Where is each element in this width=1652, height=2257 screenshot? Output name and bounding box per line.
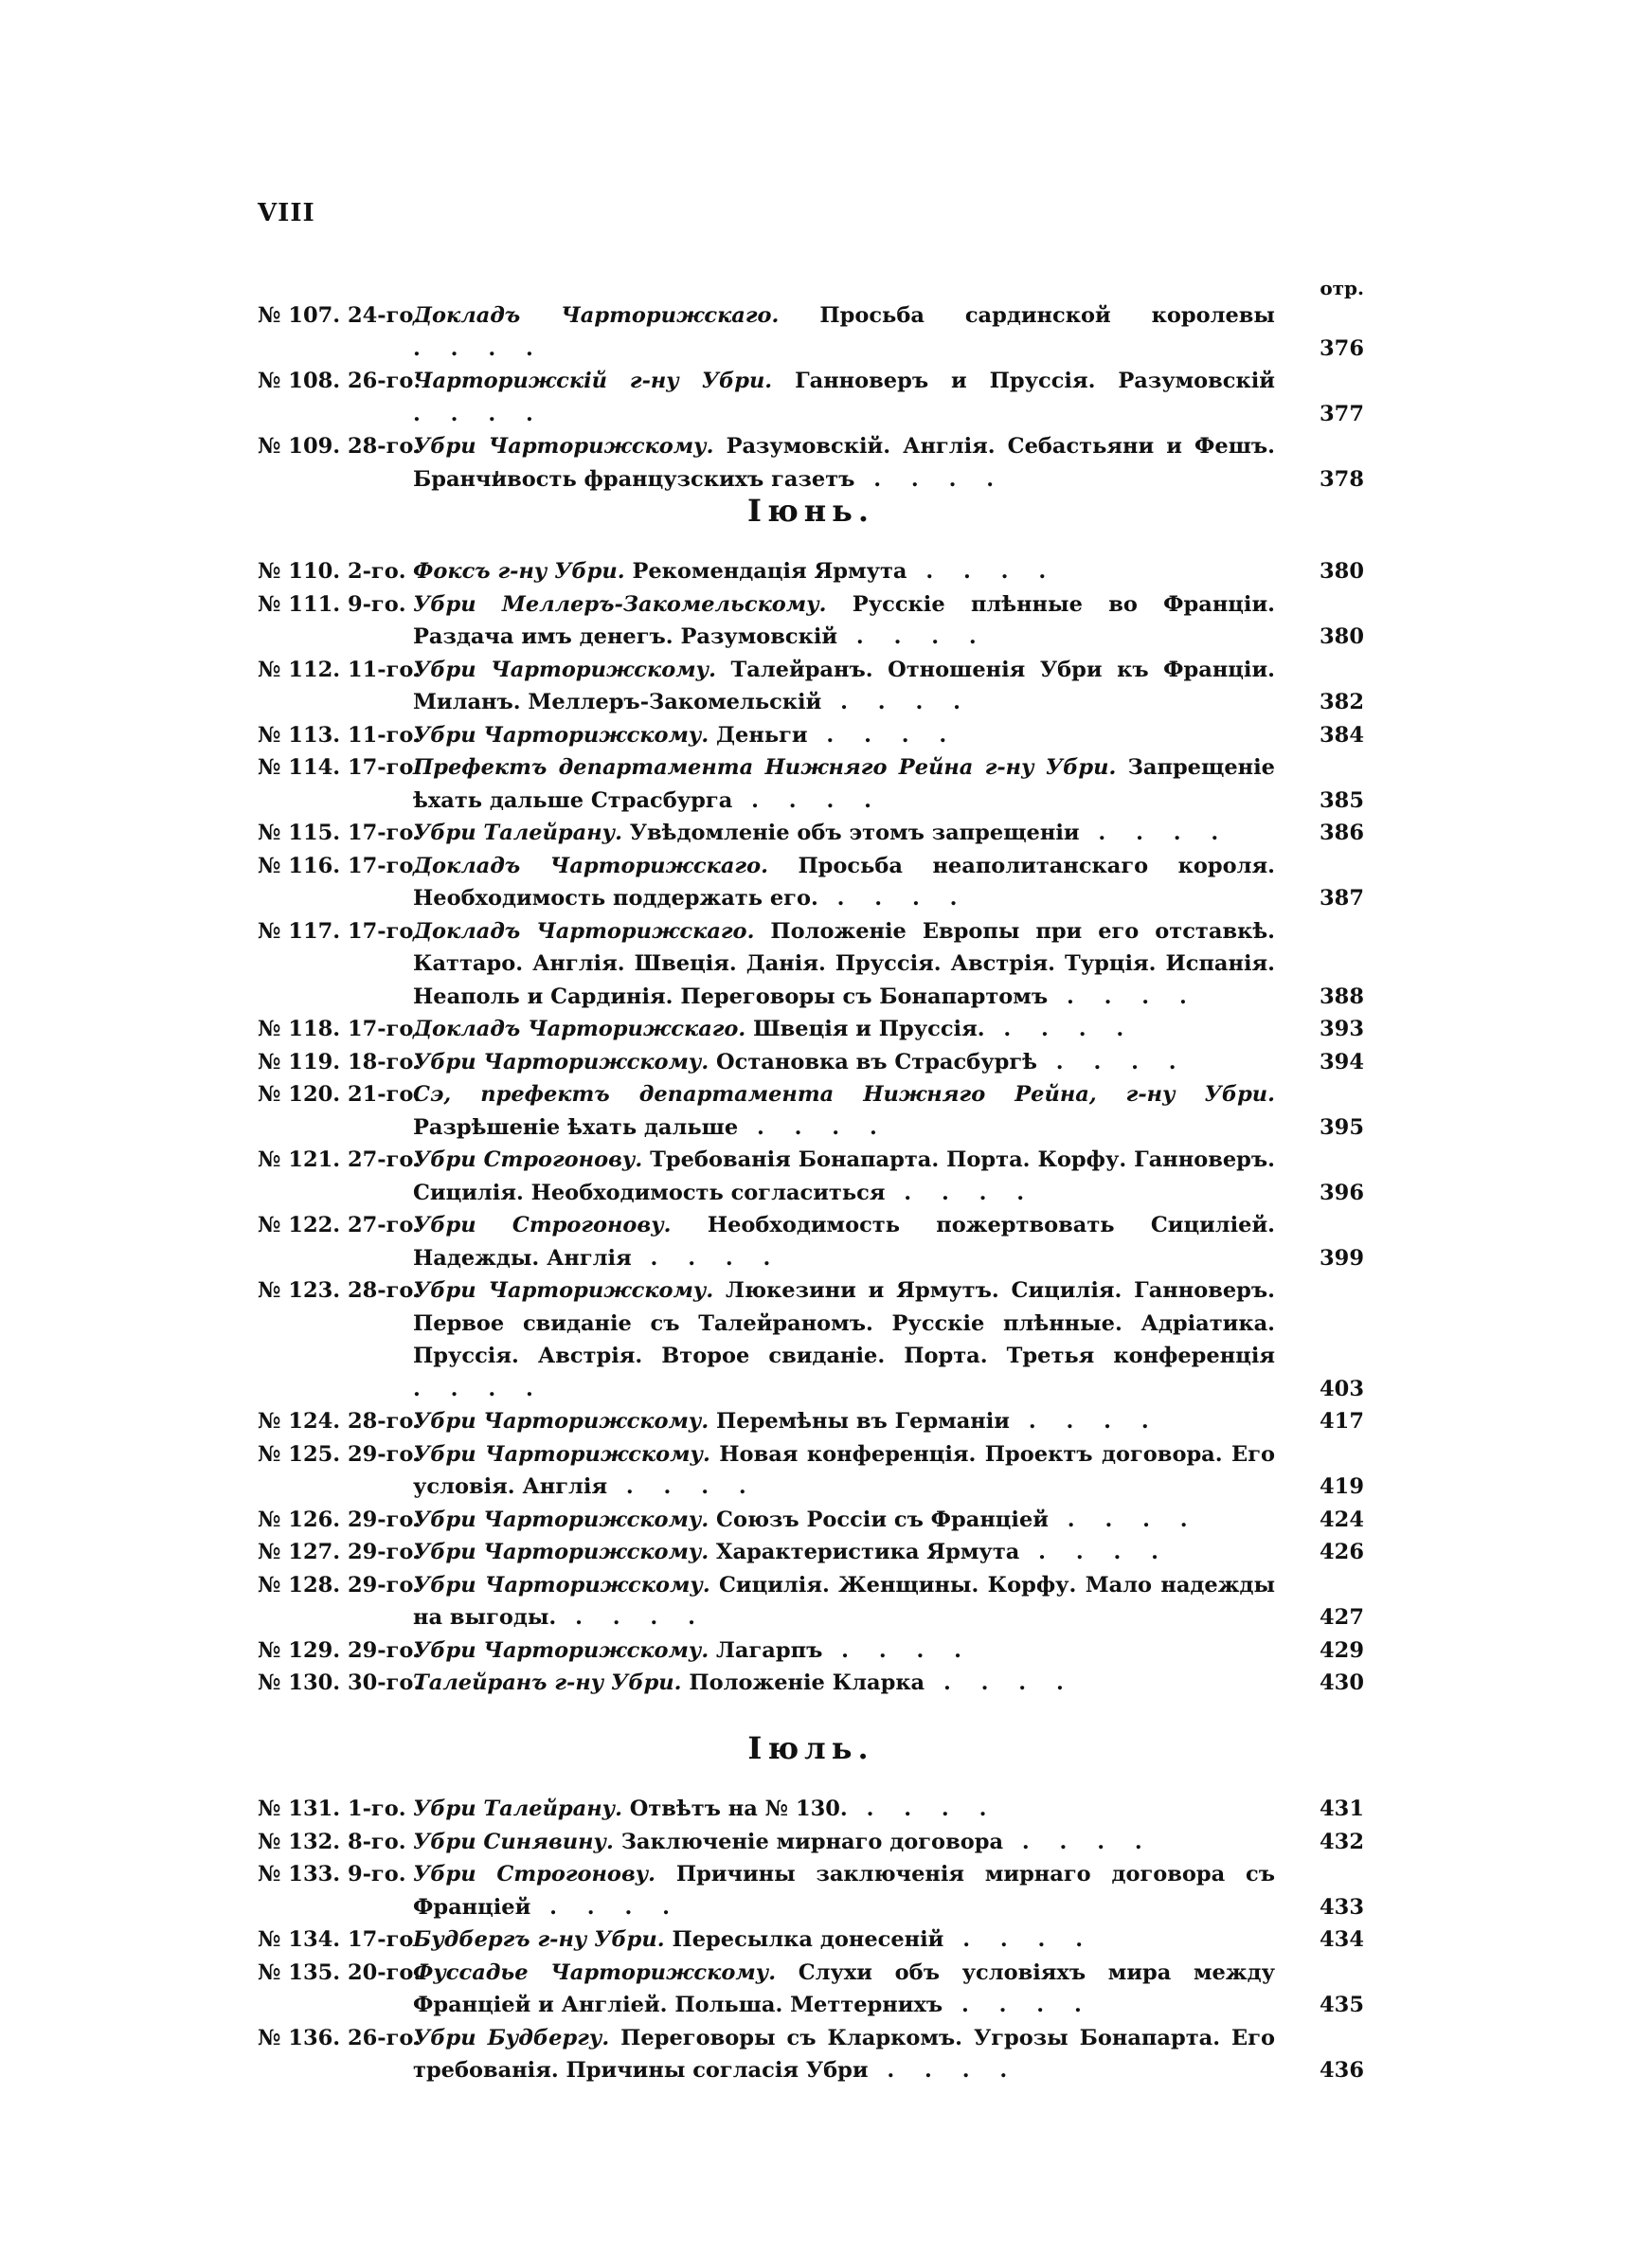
entry-page-number: 380 (1320, 559, 1364, 584)
entry-number: № 121. (258, 1147, 341, 1172)
entry-correspondents: Убри Чарторижскому. (413, 1572, 710, 1598)
entry-date: 17-го. (347, 821, 422, 845)
entry-description: Талейранъ. Отношенія Убри къ Франціи. Миланъ. Меллеръ-Закомельскій (413, 657, 1275, 714)
entry-correspondents: Убри Строгонову. (413, 1213, 672, 1237)
entry-number-date (258, 299, 421, 333)
entry-date: 8-го. (347, 1829, 406, 1854)
entry-text (413, 751, 1275, 817)
entry-description: Остановка въ Страсбургѣ (716, 1049, 1037, 1074)
entry-text (413, 1504, 1275, 1537)
entry-correspondents: Убри Чарторижскому. (413, 1507, 709, 1532)
entry-number: № 125. (258, 1441, 341, 1467)
entry-date: 26-го. (347, 369, 422, 393)
entry-number: № 132. (258, 1829, 341, 1854)
entry-correspondents: Убри Чарторижскому. (413, 722, 709, 748)
entry-number: № 133. (258, 1862, 341, 1887)
entry-number-date (258, 1923, 421, 1957)
entry-text (413, 719, 1275, 752)
entry-number-date (258, 555, 406, 588)
toc-entry (258, 915, 1364, 1014)
entry-date: 17-го. (347, 1927, 422, 1952)
entry-text (413, 1957, 1275, 2022)
entry-description: Просьба неаполитанскаго короля. Необходимость поддержать его. (413, 853, 1275, 911)
entry-correspondents: Убри Чарторижскому. (413, 1540, 709, 1564)
leader-dots: . . . . (984, 1017, 1136, 1041)
entry-correspondents: Фоксъ г-ну Убри. (413, 559, 625, 584)
section-july-entries (258, 1793, 1364, 2087)
toc-entry (258, 719, 1364, 752)
entry-date: 17-го. (347, 755, 422, 780)
entry-description: Причины заключенія мирнаго договора съ Франціей (413, 1862, 1275, 1920)
pages-column-label: отр. (1320, 277, 1364, 299)
leader-dots: . . . . (885, 1180, 1036, 1205)
entry-text (413, 1569, 1275, 1634)
entry-description: Отвѣтъ на № 130. (629, 1797, 848, 1821)
toc-entry (258, 1209, 1364, 1274)
toc-entry (258, 1013, 1364, 1046)
leader-dots: . . . . (413, 401, 545, 426)
entry-date: 20-го. (347, 1959, 422, 1985)
leader-dots: . . . . (925, 1670, 1075, 1695)
entry-description: Необходимость пожертвовать Сициліей. Надежды. Англія (413, 1213, 1276, 1271)
entry-date: 17-го. (347, 918, 422, 944)
entry-correspondents: Убри Чарторижскому. (413, 1409, 709, 1434)
entry-page-number: 399 (1320, 1245, 1364, 1271)
entry-description: Разумовскій. Англія. Себастьяни и Фешъ. Бранчивость французскихъ газетъ (413, 434, 1275, 492)
entry-number-date (258, 430, 421, 463)
entry-number: № 109. (258, 434, 341, 459)
entry-number: № 113. (258, 722, 341, 748)
toc-entry (258, 1793, 1364, 1826)
entry-text (413, 1536, 1275, 1569)
entry-number: № 130. (258, 1670, 341, 1695)
entry-number: № 114. (258, 755, 341, 780)
entry-page-number: 426 (1320, 1540, 1364, 1564)
entry-number: № 112. (258, 657, 341, 682)
toc-entry (258, 751, 1364, 817)
entry-number: № 127. (258, 1540, 341, 1564)
toc-entry (258, 430, 1364, 496)
entry-correspondents: Убри Чарторижскому. (413, 1637, 709, 1663)
entry-page-number: 396 (1320, 1180, 1364, 1205)
toc-entry (258, 1144, 1364, 1209)
entry-description: Требованія Бонапарта. Порта. Корфу. Ганноверъ. Сицилія. Необходимость согласиться (413, 1147, 1275, 1205)
entry-date: 29-го. (347, 1507, 422, 1532)
entry-correspondents: Убри Чарторижскому. (413, 1441, 710, 1467)
entry-text (413, 1078, 1275, 1144)
entry-correspondents: Будбергъ г-ну Убри. (413, 1927, 665, 1952)
entry-correspondents: Убри Чарторижскому. (413, 1049, 709, 1074)
entry-page-number: 433 (1320, 1894, 1364, 1920)
entry-correspondents: Убри Чарторижскому. (413, 1278, 714, 1303)
leader-dots: . . . . (732, 787, 883, 813)
entry-number-date (258, 365, 421, 398)
entry-text (413, 2022, 1275, 2087)
leader-dots: . . . . (847, 1797, 998, 1821)
entry-text (413, 1013, 1275, 1046)
entry-text (413, 1405, 1275, 1438)
toc-entry (258, 1858, 1364, 1923)
entry-page-number: 395 (1320, 1114, 1364, 1140)
entry-correspondents: Убри Чарторижскому. (413, 434, 714, 459)
entry-correspondents: Убри Талейрану. (413, 1797, 622, 1821)
leader-dots: . . . . (943, 1993, 1093, 2017)
section-may-entries (258, 299, 1364, 496)
leader-dots: . . . . (1048, 1507, 1199, 1532)
entry-description: Союзъ Россіи съ Франціей (716, 1507, 1049, 1532)
entry-description: Переговоры съ Кларкомъ. Угрозы Бонапарта. Его требованія. Причины согласія Убри (413, 2025, 1275, 2083)
entry-number: № 122. (258, 1213, 341, 1237)
entry-text (413, 1209, 1275, 1274)
entry-number-date (258, 1504, 421, 1537)
entry-date: 27-го. (347, 1213, 422, 1237)
entry-date: 27-го. (347, 1147, 422, 1172)
entry-page-number: 393 (1320, 1017, 1364, 1041)
toc-entry (258, 1667, 1364, 1700)
entry-text (413, 365, 1275, 430)
entry-text (413, 1144, 1275, 1209)
toc-entry (258, 1046, 1364, 1079)
entry-number: № 126. (258, 1507, 341, 1532)
toc-entry (258, 1634, 1364, 1668)
entry-number-date (258, 1957, 421, 1990)
entry-number: № 131. (258, 1797, 341, 1821)
entry-number-date (258, 1144, 421, 1177)
entry-number-date (258, 2022, 421, 2055)
leader-dots: . . . . (1079, 821, 1230, 845)
entry-description: Положеніе Европы при его отставкѣ. Каттаро. Англія. Швеція. Данія. Пруссія. Австрія. Турція. Испанія. Неаполь и Сардинія. Переговоры съ Бонапартомъ (413, 918, 1275, 1009)
leader-dots: . . . . (821, 690, 972, 714)
month-heading-june: Іюнь. (746, 493, 875, 529)
entry-correspondents: Убри Будбергу. (413, 2025, 610, 2050)
entry-correspondents: Докладъ Чарторижскаго. (413, 918, 755, 944)
leader-dots: . . . . (868, 2058, 1019, 2083)
entry-date: 24-го. (347, 303, 422, 328)
entry-description: Швеція и Пруссія. (753, 1017, 985, 1041)
leader-dots: . . . . (837, 624, 988, 649)
entry-description: Пересылка донесеній (672, 1927, 944, 1952)
entry-page-number: 429 (1320, 1637, 1364, 1663)
entry-description: Рекомендація Ярмута (632, 559, 907, 584)
entry-description: Заключеніе мирнаго договора (620, 1829, 1004, 1854)
entry-number-date (258, 1078, 421, 1111)
entry-page-number: 435 (1320, 1993, 1364, 2017)
leader-dots: . . . . (807, 722, 959, 748)
entry-date: 30-го. (347, 1670, 422, 1695)
entry-description: Перемѣны въ Германіи (716, 1409, 1010, 1434)
entry-date: 29-го. (347, 1540, 422, 1564)
entry-number-date (258, 654, 421, 687)
entry-page-number: 430 (1320, 1670, 1364, 1695)
entry-date: 11-го. (347, 722, 422, 748)
toc-entry (258, 555, 1364, 588)
entry-description: Сицилія. Женщины. Корфу. Мало надежды на выгоды. (413, 1572, 1275, 1630)
toc-entry (258, 588, 1364, 654)
entry-correspondents: Убри Строгонову. (413, 1862, 656, 1887)
entry-correspondents: Докладъ Чарторижскаго. (413, 853, 768, 878)
entry-page-number: 436 (1320, 2058, 1364, 2083)
entry-number: № 107. (258, 303, 341, 328)
entry-page-number: 380 (1320, 624, 1364, 649)
entry-text (413, 1667, 1275, 1700)
entry-number: № 110. (258, 559, 341, 584)
entry-text (413, 1923, 1275, 1957)
entry-date: 29-го. (347, 1637, 422, 1663)
leader-dots: . . . . (1048, 984, 1198, 1009)
entry-date: 26-го. (347, 2025, 422, 2050)
leader-dots: . . . . (607, 1474, 758, 1499)
entry-correspondents: Убри Синявину. (413, 1829, 614, 1854)
leader-dots: . . . . (943, 1927, 1095, 1952)
entry-description: Ганноверъ и Пруссія. Разумовскій (795, 369, 1275, 393)
toc-entry (258, 850, 1364, 915)
entry-page-number: 386 (1320, 821, 1364, 845)
entry-number-date (258, 817, 421, 850)
entry-number: № 120. (258, 1082, 341, 1107)
entry-date: 18-го. (347, 1049, 422, 1074)
leader-dots: . . . . (817, 886, 969, 911)
entry-page-number: 434 (1320, 1927, 1364, 1952)
entry-text (413, 1826, 1275, 1859)
entry-date: 17-го. (347, 1017, 422, 1041)
entry-number-date (258, 1826, 406, 1859)
entry-date: 28-го. (347, 434, 422, 459)
entry-number: № 134. (258, 1927, 341, 1952)
entry-number: № 108. (258, 369, 341, 393)
entry-number-date (258, 1569, 421, 1602)
leader-dots: . . . . (738, 1114, 889, 1140)
entry-correspondents: Сэ, префектъ департамента Нижняго Рейна, г-ну Убри. (413, 1082, 1275, 1107)
month-heading-july: Іюль. (747, 1730, 874, 1766)
toc-entry (258, 1274, 1364, 1405)
entry-correspondents: Убри Строгонову. (413, 1147, 643, 1172)
leader-dots: . . . . (1003, 1829, 1154, 1854)
entry-page-number: 431 (1320, 1797, 1364, 1821)
entry-correspondents: Фуссадье Чарторижскому. (413, 1959, 777, 1985)
entry-description: Люкезини и Ярмутъ. Сицилія. Ганноверъ. Первое свиданіе съ Талейраномъ. Русскіе плѣнные. Адріатика. Пруссія. Австрія. Второе свиданіе. Порта. Третья конференція (413, 1278, 1275, 1368)
entry-page-number: 377 (1320, 401, 1364, 426)
entry-page-number: 376 (1320, 335, 1364, 361)
leader-dots: . . . . (1019, 1540, 1171, 1564)
entry-number-date (258, 1046, 421, 1079)
entry-page-number: 424 (1320, 1507, 1364, 1532)
leader-dots: . . . . (556, 1605, 707, 1630)
entry-date: 2-го. (347, 559, 406, 584)
entry-date: 9-го. (347, 591, 406, 617)
toc-entry (258, 1438, 1364, 1504)
toc-entry (258, 1504, 1364, 1537)
entry-date: 9-го. (347, 1862, 406, 1887)
toc-entry (258, 1957, 1364, 2022)
entry-date: 28-го. (347, 1409, 422, 1434)
entry-page-number: 387 (1320, 886, 1364, 911)
entry-page-number: 384 (1320, 722, 1364, 748)
leader-dots: . . . . (413, 1376, 545, 1401)
entry-number-date (258, 1858, 406, 1891)
entry-number-date (258, 751, 421, 785)
entry-number: № 124. (258, 1409, 341, 1434)
toc-entry (258, 1826, 1364, 1859)
entry-page-number: 419 (1320, 1474, 1364, 1499)
entry-description: Новая конференція. Проектъ договора. Его условія. Англія (413, 1441, 1275, 1499)
entry-correspondents: Убри Чарторижскому. (413, 657, 716, 682)
entry-description: Деньги (716, 722, 808, 748)
entry-correspondents: Префектъ департамента Нижняго Рейна г-ну Убри. (413, 755, 1117, 780)
entry-number: № 116. (258, 853, 341, 878)
leader-dots: . . . . (413, 335, 545, 361)
entry-date: 29-го. (347, 1572, 422, 1598)
entry-number: № 117. (258, 918, 341, 944)
entry-page-number: 417 (1320, 1409, 1364, 1434)
entry-number-date (258, 1209, 421, 1242)
entry-description: Запрещеніе ѣхать дальше Страсбурга (413, 755, 1275, 813)
entry-page-number: 378 (1320, 466, 1364, 492)
entry-text (413, 430, 1275, 496)
entry-text (413, 1438, 1275, 1504)
entry-number-date (258, 915, 421, 948)
entry-number-date (258, 1438, 421, 1472)
entry-description: Положеніе Кларка (689, 1670, 925, 1695)
entry-number: № 115. (258, 821, 341, 845)
entry-number-date (258, 1405, 421, 1438)
toc-entry (258, 654, 1364, 719)
entry-page-number: 432 (1320, 1829, 1364, 1854)
leader-dots: . . . . (822, 1637, 974, 1663)
toc-entry (258, 1569, 1364, 1634)
entry-number: № 118. (258, 1017, 341, 1041)
section-june-entries (258, 555, 1364, 1700)
entry-correspondents: Убри Меллеръ-Закомельскому. (413, 591, 827, 617)
leader-dots: . . . . (1036, 1049, 1188, 1074)
entry-number-date (258, 1274, 421, 1308)
entry-page-number: 382 (1320, 690, 1364, 714)
entry-date: 21-го. (347, 1082, 422, 1107)
entry-number-date (258, 1634, 421, 1668)
entry-page-number: 388 (1320, 984, 1364, 1009)
toc-entry (258, 1405, 1364, 1438)
entry-text (413, 850, 1275, 915)
entry-page-number: 403 (1320, 1376, 1364, 1401)
leader-dots: . . . . (631, 1245, 782, 1271)
entry-correspondents: Чарторижскій г-ну Убри. (413, 369, 773, 393)
entry-page-number: 394 (1320, 1049, 1364, 1074)
entry-correspondents: Убри Талейрану. (413, 821, 622, 845)
entry-number-date (258, 1536, 421, 1569)
entry-date: 1-го. (347, 1797, 406, 1821)
leader-dots: . . . . (907, 559, 1058, 584)
leader-dots: . . . . (530, 1894, 681, 1920)
entry-description: Просьба сардинской королевы (819, 303, 1275, 328)
entry-text (413, 555, 1275, 588)
entry-text (413, 915, 1275, 1014)
entry-page-number: 427 (1320, 1605, 1364, 1630)
toc-entry (258, 2022, 1364, 2087)
entry-number-date (258, 850, 421, 883)
entry-text (413, 1793, 1275, 1826)
toc-entry (258, 365, 1364, 430)
entry-correspondents: Талейранъ г-ну Убри. (413, 1670, 682, 1695)
leader-dots: . . . . (854, 466, 1006, 492)
entry-date: 29-го. (347, 1441, 422, 1467)
toc-entry (258, 1078, 1364, 1144)
entry-number-date (258, 1667, 421, 1700)
entry-description: Увѣдомленіе объ этомъ запрещеніи (629, 821, 1080, 845)
entry-text (413, 299, 1275, 365)
entry-date: 11-го. (347, 657, 422, 682)
toc-entry (258, 299, 1364, 365)
entry-number-date (258, 588, 406, 622)
entry-number: № 119. (258, 1049, 341, 1074)
toc-entry (258, 817, 1364, 850)
entry-number: № 111. (258, 591, 341, 617)
page-number: VIII (258, 199, 315, 227)
entry-text (413, 1634, 1275, 1668)
entry-number-date (258, 719, 421, 752)
entry-text (413, 1274, 1275, 1405)
entry-description: Слухи объ условіяхъ мира между Франціей и Англіей. Польша. Меттернихъ (413, 1959, 1275, 2017)
entry-text (413, 588, 1275, 654)
entry-number: № 123. (258, 1278, 341, 1303)
entry-description: Лагарпъ (716, 1637, 823, 1663)
entry-number: № 136. (258, 2025, 341, 2050)
entry-text (413, 1858, 1275, 1923)
leader-dots: . . . . (1010, 1409, 1160, 1434)
entry-text (413, 1046, 1275, 1079)
toc-entry (258, 1536, 1364, 1569)
entry-correspondents: Докладъ Чарторижскаго. (413, 1017, 746, 1041)
entry-number-date (258, 1013, 421, 1046)
entry-correspondents: Докладъ Чарторижскаго. (413, 303, 780, 328)
entry-number-date (258, 1793, 406, 1826)
entry-text (413, 817, 1275, 850)
entry-number: № 129. (258, 1637, 341, 1663)
entry-description: Характеристика Ярмута (716, 1540, 1020, 1564)
entry-date: 17-го. (347, 853, 422, 878)
toc-entry (258, 1923, 1364, 1957)
entry-page-number: 385 (1320, 787, 1364, 813)
entry-date: 28-го. (347, 1278, 422, 1303)
entry-number: № 135. (258, 1959, 341, 1985)
entry-description: Разрѣшеніе ѣхать дальше (413, 1114, 739, 1140)
entry-text (413, 654, 1275, 719)
entry-description: Русскіе плѣнные во Франціи. Раздача имъ денегъ. Разумовскій (413, 591, 1275, 649)
entry-number: № 128. (258, 1572, 341, 1598)
